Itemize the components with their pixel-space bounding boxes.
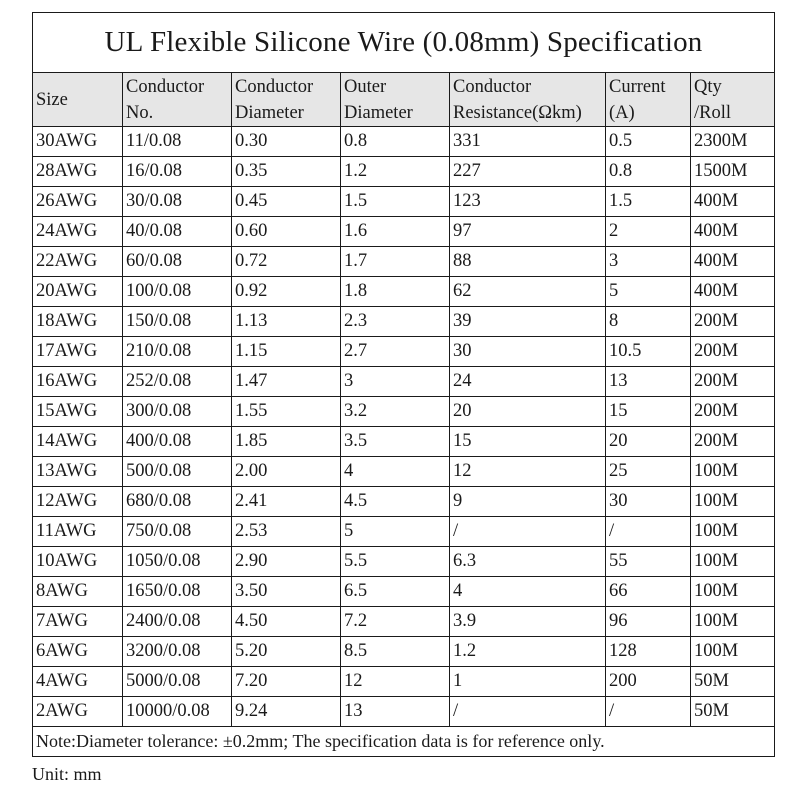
cell-size: 20AWG bbox=[33, 277, 123, 307]
cell-size: 13AWG bbox=[33, 457, 123, 487]
unit-note: Unit: mm bbox=[32, 764, 102, 784]
cell-conductor-diameter: 0.35 bbox=[232, 157, 341, 187]
cell-qty-per-roll: 100M bbox=[691, 547, 775, 577]
header-line-2: Resistance(Ωkm) bbox=[453, 102, 582, 123]
cell-qty-per-roll: 100M bbox=[691, 457, 775, 487]
cell-size: 24AWG bbox=[33, 217, 123, 247]
header-conductor-no bbox=[123, 73, 232, 127]
header-outer-diameter bbox=[341, 73, 450, 127]
table-row bbox=[33, 217, 775, 247]
cell-qty-per-roll: 2300M bbox=[691, 127, 775, 157]
cell-outer-diameter: 6.5 bbox=[341, 577, 450, 607]
header-current bbox=[606, 73, 691, 127]
cell-conductor-resistance: 12 bbox=[450, 457, 606, 487]
cell-conductor-no: 150/0.08 bbox=[123, 307, 232, 337]
cell-conductor-resistance: 1 bbox=[450, 667, 606, 697]
table-title: UL Flexible Silicone Wire (0.08mm) Specification bbox=[33, 13, 775, 73]
cell-size: 7AWG bbox=[33, 607, 123, 637]
header-conductor-resistance bbox=[450, 73, 606, 127]
cell-conductor-resistance: 30 bbox=[450, 337, 606, 367]
cell-outer-diameter: 4 bbox=[341, 457, 450, 487]
cell-conductor-diameter: 5.20 bbox=[232, 637, 341, 667]
header-line-1: Conductor bbox=[235, 76, 314, 97]
cell-current: 66 bbox=[606, 577, 691, 607]
cell-size: 12AWG bbox=[33, 487, 123, 517]
cell-conductor-diameter: 0.72 bbox=[232, 247, 341, 277]
cell-conductor-no: 5000/0.08 bbox=[123, 667, 232, 697]
cell-current: 0.5 bbox=[606, 127, 691, 157]
cell-current: 55 bbox=[606, 547, 691, 577]
cell-conductor-resistance: 3.9 bbox=[450, 607, 606, 637]
cell-conductor-resistance: 4 bbox=[450, 577, 606, 607]
cell-current: 8 bbox=[606, 307, 691, 337]
cell-current: 30 bbox=[606, 487, 691, 517]
cell-qty-per-roll: 1500M bbox=[691, 157, 775, 187]
cell-conductor-no: 210/0.08 bbox=[123, 337, 232, 367]
cell-conductor-no: 300/0.08 bbox=[123, 397, 232, 427]
cell-conductor-diameter: 2.00 bbox=[232, 457, 341, 487]
cell-outer-diameter: 12 bbox=[341, 667, 450, 697]
table-row bbox=[33, 697, 775, 727]
cell-conductor-no: 3200/0.08 bbox=[123, 637, 232, 667]
cell-outer-diameter: 1.8 bbox=[341, 277, 450, 307]
cell-qty-per-roll: 100M bbox=[691, 577, 775, 607]
cell-size: 2AWG bbox=[33, 697, 123, 727]
cell-qty-per-roll: 100M bbox=[691, 637, 775, 667]
header-line-2: /Roll bbox=[694, 102, 732, 123]
cell-size: 16AWG bbox=[33, 367, 123, 397]
title-row bbox=[33, 13, 775, 73]
cell-current: 3 bbox=[606, 247, 691, 277]
cell-qty-per-roll: 400M bbox=[691, 247, 775, 277]
cell-size: 15AWG bbox=[33, 397, 123, 427]
header-line-2: (A) bbox=[609, 102, 635, 123]
cell-conductor-resistance: 15 bbox=[450, 427, 606, 457]
cell-outer-diameter: 1.2 bbox=[341, 157, 450, 187]
header-size: Size bbox=[33, 73, 123, 127]
header-line-1: Outer bbox=[344, 76, 387, 97]
cell-conductor-no: 40/0.08 bbox=[123, 217, 232, 247]
table-body bbox=[33, 127, 775, 727]
cell-current: 2 bbox=[606, 217, 691, 247]
cell-outer-diameter: 5.5 bbox=[341, 547, 450, 577]
cell-current: 5 bbox=[606, 277, 691, 307]
cell-outer-diameter: 1.7 bbox=[341, 247, 450, 277]
table-row bbox=[33, 427, 775, 457]
cell-current: 1.5 bbox=[606, 187, 691, 217]
cell-conductor-diameter: 7.20 bbox=[232, 667, 341, 697]
table-row bbox=[33, 637, 775, 667]
cell-qty-per-roll: 400M bbox=[691, 187, 775, 217]
cell-outer-diameter: 3.2 bbox=[341, 397, 450, 427]
table-row bbox=[33, 247, 775, 277]
tolerance-note: Note:Diameter tolerance: ±0.2mm; The specification data is for reference only. bbox=[33, 727, 775, 757]
cell-qty-per-roll: 100M bbox=[691, 607, 775, 637]
cell-conductor-no: 680/0.08 bbox=[123, 487, 232, 517]
cell-conductor-diameter: 2.53 bbox=[232, 517, 341, 547]
cell-conductor-diameter: 1.13 bbox=[232, 307, 341, 337]
cell-conductor-diameter: 2.41 bbox=[232, 487, 341, 517]
cell-size: 18AWG bbox=[33, 307, 123, 337]
cell-size: 11AWG bbox=[33, 517, 123, 547]
cell-conductor-no: 2400/0.08 bbox=[123, 607, 232, 637]
cell-conductor-no: 30/0.08 bbox=[123, 187, 232, 217]
cell-conductor-diameter: 0.92 bbox=[232, 277, 341, 307]
cell-outer-diameter: 4.5 bbox=[341, 487, 450, 517]
cell-conductor-no: 100/0.08 bbox=[123, 277, 232, 307]
cell-conductor-resistance: 123 bbox=[450, 187, 606, 217]
cell-size: 8AWG bbox=[33, 577, 123, 607]
table-row bbox=[33, 337, 775, 367]
cell-qty-per-roll: 200M bbox=[691, 307, 775, 337]
cell-outer-diameter: 2.7 bbox=[341, 337, 450, 367]
cell-conductor-diameter: 9.24 bbox=[232, 697, 341, 727]
cell-conductor-no: 1650/0.08 bbox=[123, 577, 232, 607]
cell-conductor-diameter: 4.50 bbox=[232, 607, 341, 637]
cell-qty-per-roll: 200M bbox=[691, 397, 775, 427]
cell-size: 4AWG bbox=[33, 667, 123, 697]
cell-conductor-resistance: / bbox=[450, 697, 606, 727]
header-line-2: Diameter bbox=[344, 102, 413, 123]
table-row bbox=[33, 667, 775, 697]
cell-conductor-no: 750/0.08 bbox=[123, 517, 232, 547]
spec-table bbox=[32, 12, 775, 757]
cell-qty-per-roll: 400M bbox=[691, 277, 775, 307]
cell-conductor-resistance: 331 bbox=[450, 127, 606, 157]
table-row bbox=[33, 277, 775, 307]
cell-outer-diameter: 2.3 bbox=[341, 307, 450, 337]
cell-conductor-diameter: 0.30 bbox=[232, 127, 341, 157]
cell-current: 128 bbox=[606, 637, 691, 667]
cell-conductor-no: 400/0.08 bbox=[123, 427, 232, 457]
cell-conductor-no: 16/0.08 bbox=[123, 157, 232, 187]
header-line-1: Qty bbox=[694, 76, 722, 97]
header-row bbox=[33, 73, 775, 127]
header-line-2: No. bbox=[126, 102, 154, 123]
cell-current: / bbox=[606, 517, 691, 547]
cell-outer-diameter: 1.5 bbox=[341, 187, 450, 217]
cell-current: 15 bbox=[606, 397, 691, 427]
cell-outer-diameter: 3.5 bbox=[341, 427, 450, 457]
cell-conductor-resistance: 97 bbox=[450, 217, 606, 247]
cell-conductor-diameter: 1.15 bbox=[232, 337, 341, 367]
cell-conductor-diameter: 1.85 bbox=[232, 427, 341, 457]
cell-conductor-diameter: 2.90 bbox=[232, 547, 341, 577]
cell-conductor-resistance: 39 bbox=[450, 307, 606, 337]
cell-conductor-resistance: 227 bbox=[450, 157, 606, 187]
cell-conductor-no: 10000/0.08 bbox=[123, 697, 232, 727]
cell-conductor-diameter: 1.47 bbox=[232, 367, 341, 397]
cell-size: 30AWG bbox=[33, 127, 123, 157]
cell-qty-per-roll: 50M bbox=[691, 697, 775, 727]
table-row bbox=[33, 577, 775, 607]
table-row bbox=[33, 307, 775, 337]
cell-outer-diameter: 8.5 bbox=[341, 637, 450, 667]
table-row bbox=[33, 367, 775, 397]
table-row bbox=[33, 127, 775, 157]
cell-conductor-diameter: 0.60 bbox=[232, 217, 341, 247]
header-qty-per-roll bbox=[691, 73, 775, 127]
cell-size: 6AWG bbox=[33, 637, 123, 667]
cell-size: 17AWG bbox=[33, 337, 123, 367]
cell-outer-diameter: 7.2 bbox=[341, 607, 450, 637]
cell-conductor-diameter: 3.50 bbox=[232, 577, 341, 607]
cell-size: 10AWG bbox=[33, 547, 123, 577]
table-row bbox=[33, 187, 775, 217]
cell-current: 96 bbox=[606, 607, 691, 637]
cell-current: 10.5 bbox=[606, 337, 691, 367]
cell-current: 13 bbox=[606, 367, 691, 397]
cell-qty-per-roll: 200M bbox=[691, 367, 775, 397]
cell-conductor-resistance: 88 bbox=[450, 247, 606, 277]
cell-conductor-resistance: 62 bbox=[450, 277, 606, 307]
cell-conductor-no: 11/0.08 bbox=[123, 127, 232, 157]
table-row bbox=[33, 547, 775, 577]
cell-conductor-no: 500/0.08 bbox=[123, 457, 232, 487]
header-line-1: Conductor bbox=[453, 76, 532, 97]
table-row bbox=[33, 607, 775, 637]
cell-outer-diameter: 0.8 bbox=[341, 127, 450, 157]
cell-conductor-diameter: 0.45 bbox=[232, 187, 341, 217]
cell-qty-per-roll: 200M bbox=[691, 427, 775, 457]
cell-conductor-no: 1050/0.08 bbox=[123, 547, 232, 577]
cell-outer-diameter: 13 bbox=[341, 697, 450, 727]
cell-qty-per-roll: 200M bbox=[691, 337, 775, 367]
table-row bbox=[33, 457, 775, 487]
note-row bbox=[33, 727, 775, 757]
cell-current: 25 bbox=[606, 457, 691, 487]
table-row bbox=[33, 397, 775, 427]
header-line-2: Diameter bbox=[235, 102, 304, 123]
cell-qty-per-roll: 100M bbox=[691, 487, 775, 517]
cell-current: / bbox=[606, 697, 691, 727]
cell-conductor-resistance: 1.2 bbox=[450, 637, 606, 667]
header-line-1: Current bbox=[609, 76, 666, 97]
cell-conductor-resistance: 24 bbox=[450, 367, 606, 397]
table-row bbox=[33, 517, 775, 547]
cell-outer-diameter: 3 bbox=[341, 367, 450, 397]
table-row bbox=[33, 157, 775, 187]
cell-size: 22AWG bbox=[33, 247, 123, 277]
cell-conductor-resistance: / bbox=[450, 517, 606, 547]
cell-conductor-resistance: 9 bbox=[450, 487, 606, 517]
cell-conductor-no: 252/0.08 bbox=[123, 367, 232, 397]
cell-qty-per-roll: 400M bbox=[691, 217, 775, 247]
header-line-1: Conductor bbox=[126, 76, 205, 97]
cell-conductor-resistance: 6.3 bbox=[450, 547, 606, 577]
cell-qty-per-roll: 50M bbox=[691, 667, 775, 697]
header-conductor-diameter bbox=[232, 73, 341, 127]
cell-conductor-no: 60/0.08 bbox=[123, 247, 232, 277]
cell-conductor-diameter: 1.55 bbox=[232, 397, 341, 427]
table-row bbox=[33, 487, 775, 517]
cell-current: 200 bbox=[606, 667, 691, 697]
cell-conductor-resistance: 20 bbox=[450, 397, 606, 427]
cell-current: 20 bbox=[606, 427, 691, 457]
cell-qty-per-roll: 100M bbox=[691, 517, 775, 547]
cell-outer-diameter: 1.6 bbox=[341, 217, 450, 247]
cell-current: 0.8 bbox=[606, 157, 691, 187]
cell-size: 28AWG bbox=[33, 157, 123, 187]
cell-size: 26AWG bbox=[33, 187, 123, 217]
cell-size: 14AWG bbox=[33, 427, 123, 457]
cell-outer-diameter: 5 bbox=[341, 517, 450, 547]
